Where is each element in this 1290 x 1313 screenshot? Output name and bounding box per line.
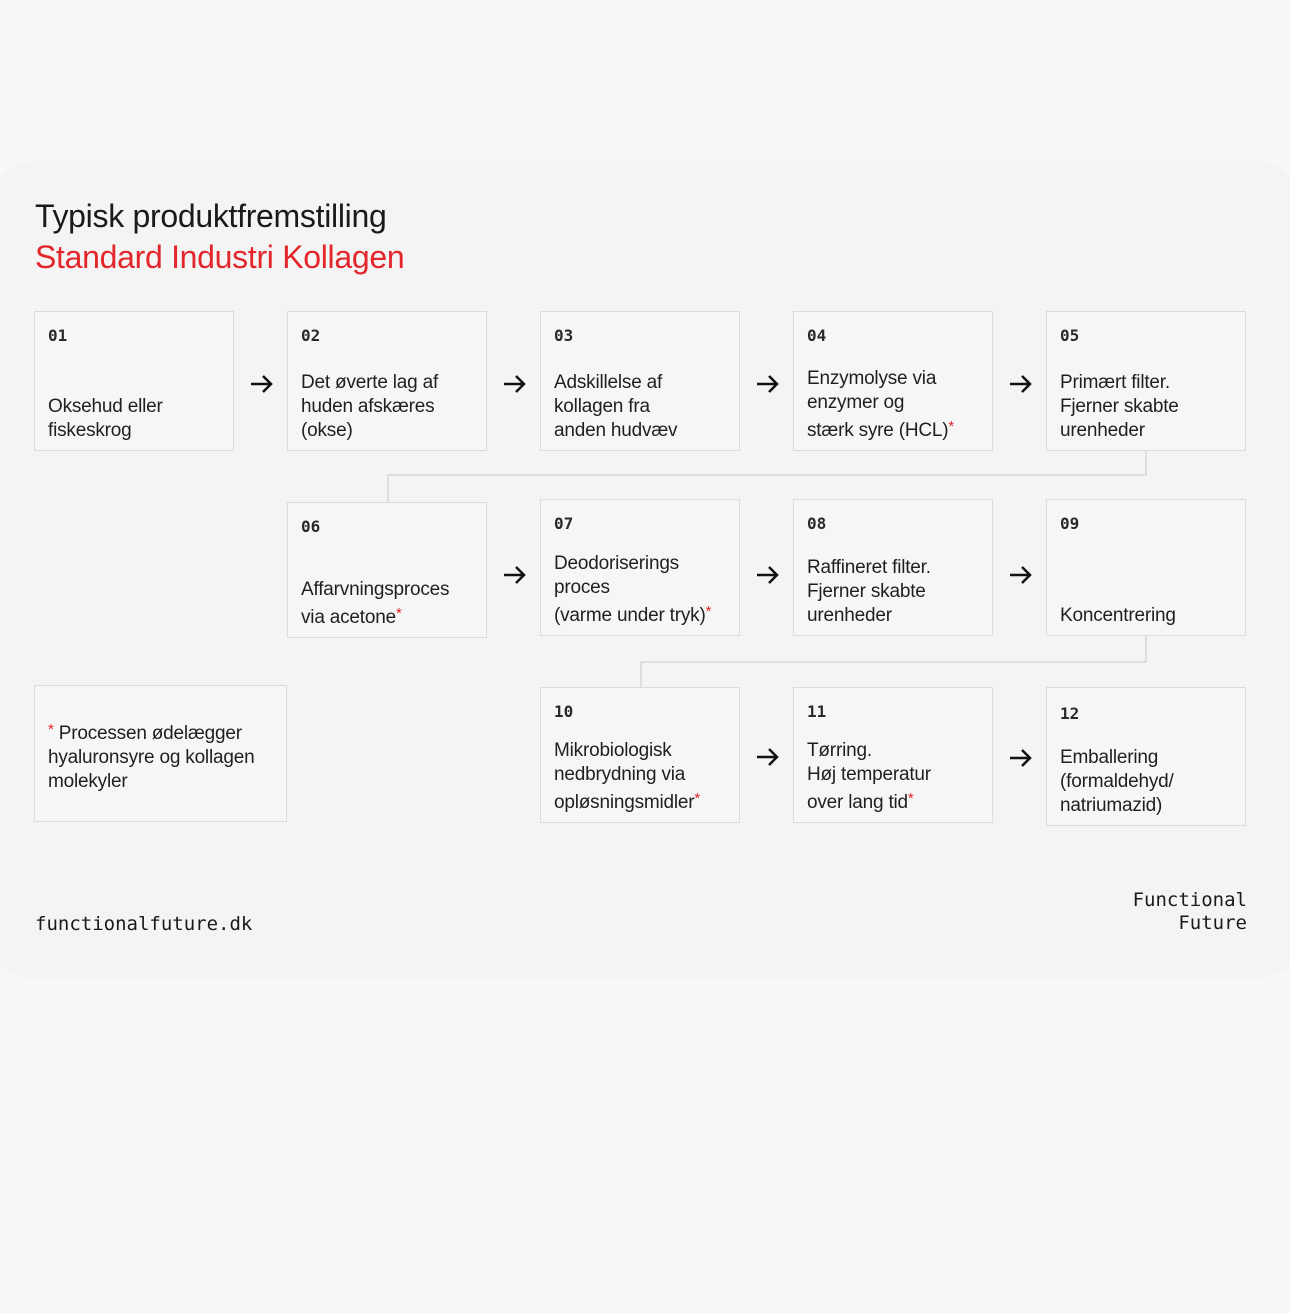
step-label [301, 578, 480, 630]
step-label-line: Emballering [1060, 747, 1159, 768]
step-label-line: Raffineret filter. [807, 557, 931, 578]
step-label [48, 395, 227, 443]
step-label-line: enzymer og [807, 392, 905, 413]
step-box-02 [287, 311, 487, 451]
step-box-03 [540, 311, 740, 451]
step-box-07 [540, 499, 740, 636]
step-label [807, 367, 986, 443]
step-number: 08 [807, 514, 827, 533]
arrow-right-icon [1008, 373, 1034, 395]
step-label-line: Oksehud eller [48, 396, 163, 417]
step-label-line: nedbrydning via [554, 764, 686, 785]
page-subtitle: Standard Industri Kollagen [35, 239, 405, 275]
step-label-text: opløsningsmidler [554, 792, 695, 813]
asterisk-mark: * [395, 605, 402, 622]
step-label-text: (varme under tryk) [554, 605, 706, 626]
arrow-right-icon [249, 373, 275, 395]
step-label-line: kollagen fra [554, 396, 650, 417]
step-number: 01 [48, 326, 68, 345]
step-label [554, 371, 733, 443]
step-box-04 [793, 311, 993, 451]
step-label-line: Mikrobiologisk [554, 740, 672, 761]
arrow-right-icon [502, 373, 528, 395]
asterisk-mark: * [48, 721, 54, 738]
step-label-text: over lang tid [807, 792, 908, 813]
step-label [807, 556, 986, 628]
page-title: Typisk produktfremstilling [35, 198, 387, 234]
step-label-line: (okse) [301, 420, 353, 441]
arrow-right-icon [755, 564, 781, 586]
step-label-line [807, 787, 986, 815]
arrow-right-icon [1008, 564, 1034, 586]
step-label-line: Det øverte lag af [301, 372, 439, 393]
asterisk-mark: * [705, 603, 712, 620]
step-label-line: fiskeskrog [48, 420, 132, 441]
footnote-line: hyaluronsyre og kollagen [48, 747, 255, 768]
step-label-line: (formaldehyd/ [1060, 771, 1174, 792]
step-label [1060, 746, 1239, 818]
step-number: 04 [807, 326, 827, 345]
step-box-12 [1046, 687, 1246, 826]
step-label-line: Deodoriserings [554, 553, 679, 574]
step-number: 12 [1060, 704, 1080, 723]
step-box-09 [1046, 499, 1246, 636]
footnote-box [34, 685, 287, 822]
arrow-right-icon [1008, 747, 1034, 769]
step-number: 05 [1060, 326, 1080, 345]
website-text: functionalfuture.dk [35, 913, 253, 935]
step-label-line [554, 787, 733, 815]
step-label-line: Fjerner skabte [807, 581, 926, 602]
step-number: 10 [554, 702, 574, 721]
step-number: 06 [301, 517, 321, 536]
step-label-line [301, 602, 480, 630]
footnote-line [48, 718, 280, 746]
step-label-text: stærk syre (HCL) [807, 420, 949, 441]
step-box-08 [793, 499, 993, 636]
brand-line: Functional [1132, 889, 1247, 911]
brand-line: Future [1178, 912, 1247, 934]
step-label-line: Affarvningsproces [301, 579, 450, 600]
step-label-line: Koncentrering [1060, 605, 1176, 626]
step-label-line: natriumazid) [1060, 795, 1163, 816]
step-box-06 [287, 502, 487, 638]
step-label [554, 552, 733, 628]
step-box-05 [1046, 311, 1246, 451]
asterisk-mark: * [694, 790, 701, 807]
arrow-right-icon [755, 746, 781, 768]
step-label-text: via acetone [301, 607, 396, 628]
step-box-01 [34, 311, 234, 451]
step-number: 11 [807, 702, 827, 721]
step-label-line: Tørring. [807, 740, 872, 761]
footnote-line-text: Processen ødelægger [58, 723, 242, 744]
step-number: 03 [554, 326, 574, 345]
step-label-line [807, 415, 986, 443]
brand-logo-text [1133, 889, 1247, 935]
step-label-line: huden afskæres [301, 396, 435, 417]
step-label-line: Adskillelse af [554, 372, 663, 393]
step-label-line: Enzymolyse via [807, 368, 937, 389]
footnote-line: molekyler [48, 771, 128, 792]
step-label-line: proces [554, 577, 610, 598]
connector-05-to-06 [388, 450, 1146, 502]
footnote-text [48, 718, 280, 794]
step-label-line [554, 600, 733, 628]
step-box-11 [793, 687, 993, 823]
step-label-line: Primært filter. [1060, 372, 1170, 393]
step-label-line: urenheder [807, 605, 892, 626]
step-label [807, 739, 986, 815]
step-number: 02 [301, 326, 321, 345]
asterisk-mark: * [907, 790, 914, 807]
step-label-line: anden hudvæv [554, 420, 678, 441]
step-number: 07 [554, 514, 574, 533]
step-number: 09 [1060, 514, 1080, 533]
connector-09-to-10 [641, 636, 1146, 687]
step-label-line: Fjerner skabte [1060, 396, 1179, 417]
step-label-line: urenheder [1060, 420, 1145, 441]
asterisk-mark: * [948, 418, 955, 435]
step-label [1060, 371, 1239, 443]
arrow-right-icon [755, 373, 781, 395]
step-label [301, 371, 480, 443]
step-label-line: Høj temperatur [807, 764, 931, 785]
step-label [1060, 604, 1239, 628]
step-box-10 [540, 687, 740, 823]
arrow-right-icon [502, 564, 528, 586]
step-label [554, 739, 733, 815]
